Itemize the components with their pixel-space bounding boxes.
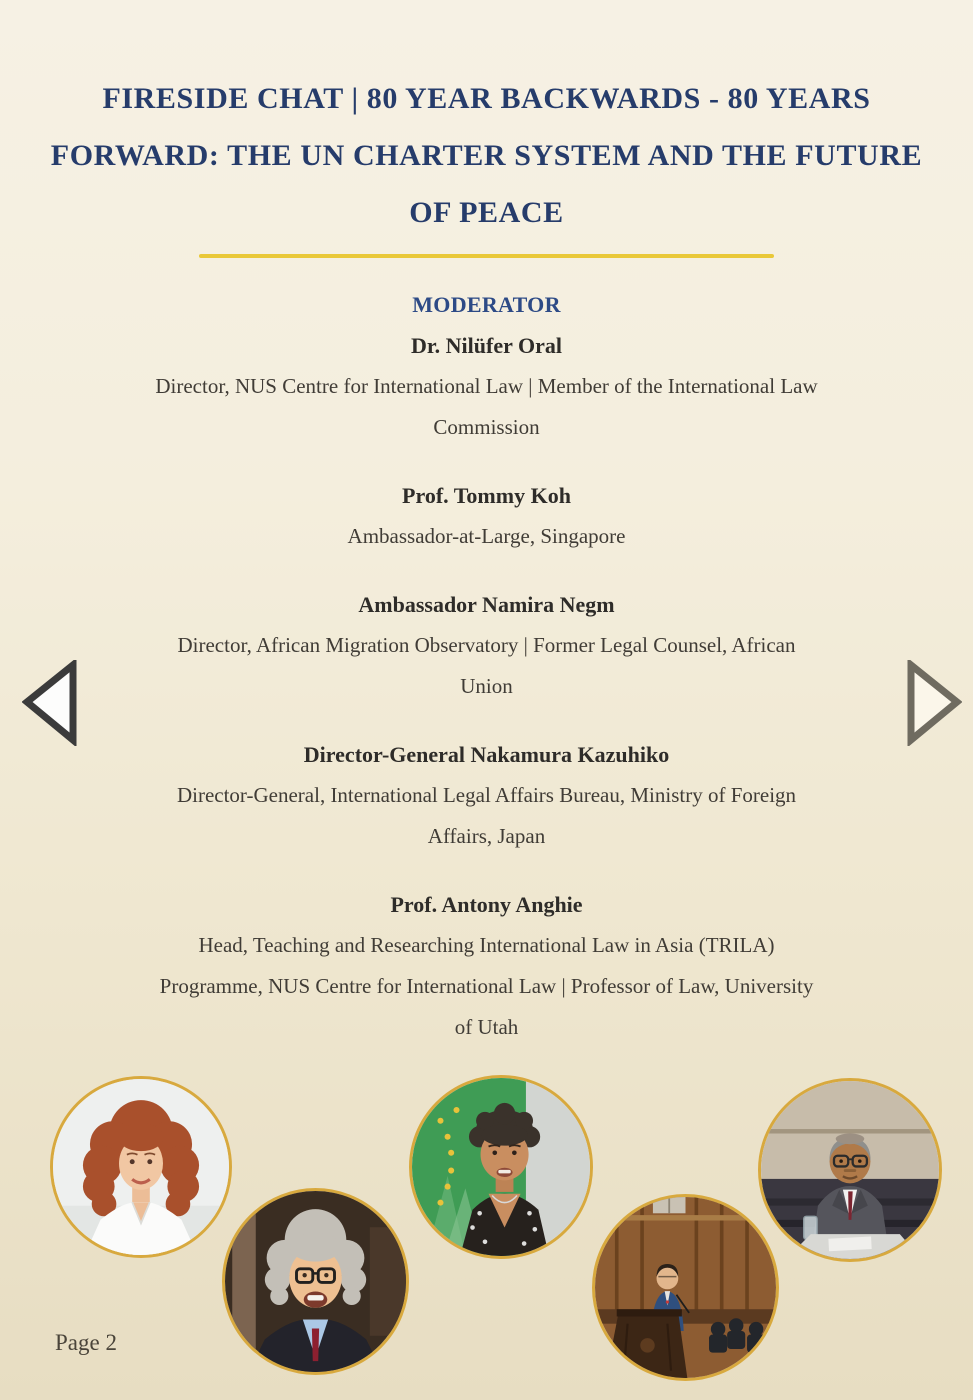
title-line-1: FIRESIDE CHAT | 80 YEAR BACKWARDS - 80 YEARS bbox=[102, 82, 871, 115]
speaker-name: Prof. Antony Anghie bbox=[390, 892, 583, 917]
moderator-label: MODERATOR bbox=[412, 292, 561, 317]
nilufer-oral-portrait-image bbox=[53, 1079, 229, 1255]
title-line-3: OF PEACE bbox=[409, 196, 564, 229]
speaker-desc-line: Director, NUS Centre for International Law | Member of the International Law bbox=[155, 374, 818, 398]
antony-anghie-portrait-image bbox=[761, 1081, 939, 1259]
speaker-list bbox=[0, 284, 973, 1048]
nakamura-kazuhiko-photo bbox=[592, 1194, 779, 1381]
nilufer-oral-photo bbox=[50, 1076, 232, 1258]
speaker-desc-line: Ambassador-at-Large, Singapore bbox=[347, 524, 626, 548]
speaker-name: Director-General Nakamura Kazuhiko bbox=[303, 742, 670, 767]
next-arrow-icon[interactable] bbox=[906, 660, 962, 746]
section-speaker-koh bbox=[0, 475, 973, 557]
previous-arrow-icon[interactable] bbox=[22, 660, 78, 746]
speaker-desc-line: Head, Teaching and Researching International Law in Asia (TRILA) bbox=[198, 933, 775, 957]
namira-negm-portrait-image bbox=[412, 1078, 590, 1256]
speaker-desc-line: Director, African Migration Observatory | Former Legal Counsel, African bbox=[177, 633, 796, 657]
page-number: Page 2 bbox=[55, 1330, 117, 1355]
gold-divider bbox=[199, 254, 774, 258]
speaker-desc-line: Union bbox=[460, 674, 513, 698]
section-speaker-anghie bbox=[0, 884, 973, 1048]
section-speaker-nakamura bbox=[0, 734, 973, 857]
speaker-desc-line: of Utah bbox=[454, 1015, 519, 1039]
speaker-name: Ambassador Namira Negm bbox=[358, 592, 615, 617]
speaker-name: Dr. Nilüfer Oral bbox=[411, 333, 562, 358]
page-title bbox=[0, 0, 973, 241]
nakamura-kazuhiko-portrait-image bbox=[595, 1197, 776, 1378]
tommy-koh-photo bbox=[222, 1188, 409, 1375]
tommy-koh-portrait-image bbox=[225, 1191, 406, 1372]
antony-anghie-photo bbox=[758, 1078, 942, 1262]
speaker-name: Prof. Tommy Koh bbox=[402, 483, 571, 508]
namira-negm-photo bbox=[409, 1075, 593, 1259]
title-line-2: FORWARD: THE UN CHARTER SYSTEM AND THE FUTURE bbox=[50, 139, 923, 172]
section-speaker-negm bbox=[0, 584, 973, 707]
section-moderator bbox=[0, 284, 973, 448]
speaker-desc-line: Affairs, Japan bbox=[427, 824, 546, 848]
speaker-desc-line: Commission bbox=[433, 415, 540, 439]
speaker-desc-line: Programme, NUS Centre for International Law | Professor of Law, University bbox=[159, 974, 814, 998]
speaker-desc-line: Director-General, International Legal Affairs Bureau, Ministry of Foreign bbox=[176, 783, 797, 807]
